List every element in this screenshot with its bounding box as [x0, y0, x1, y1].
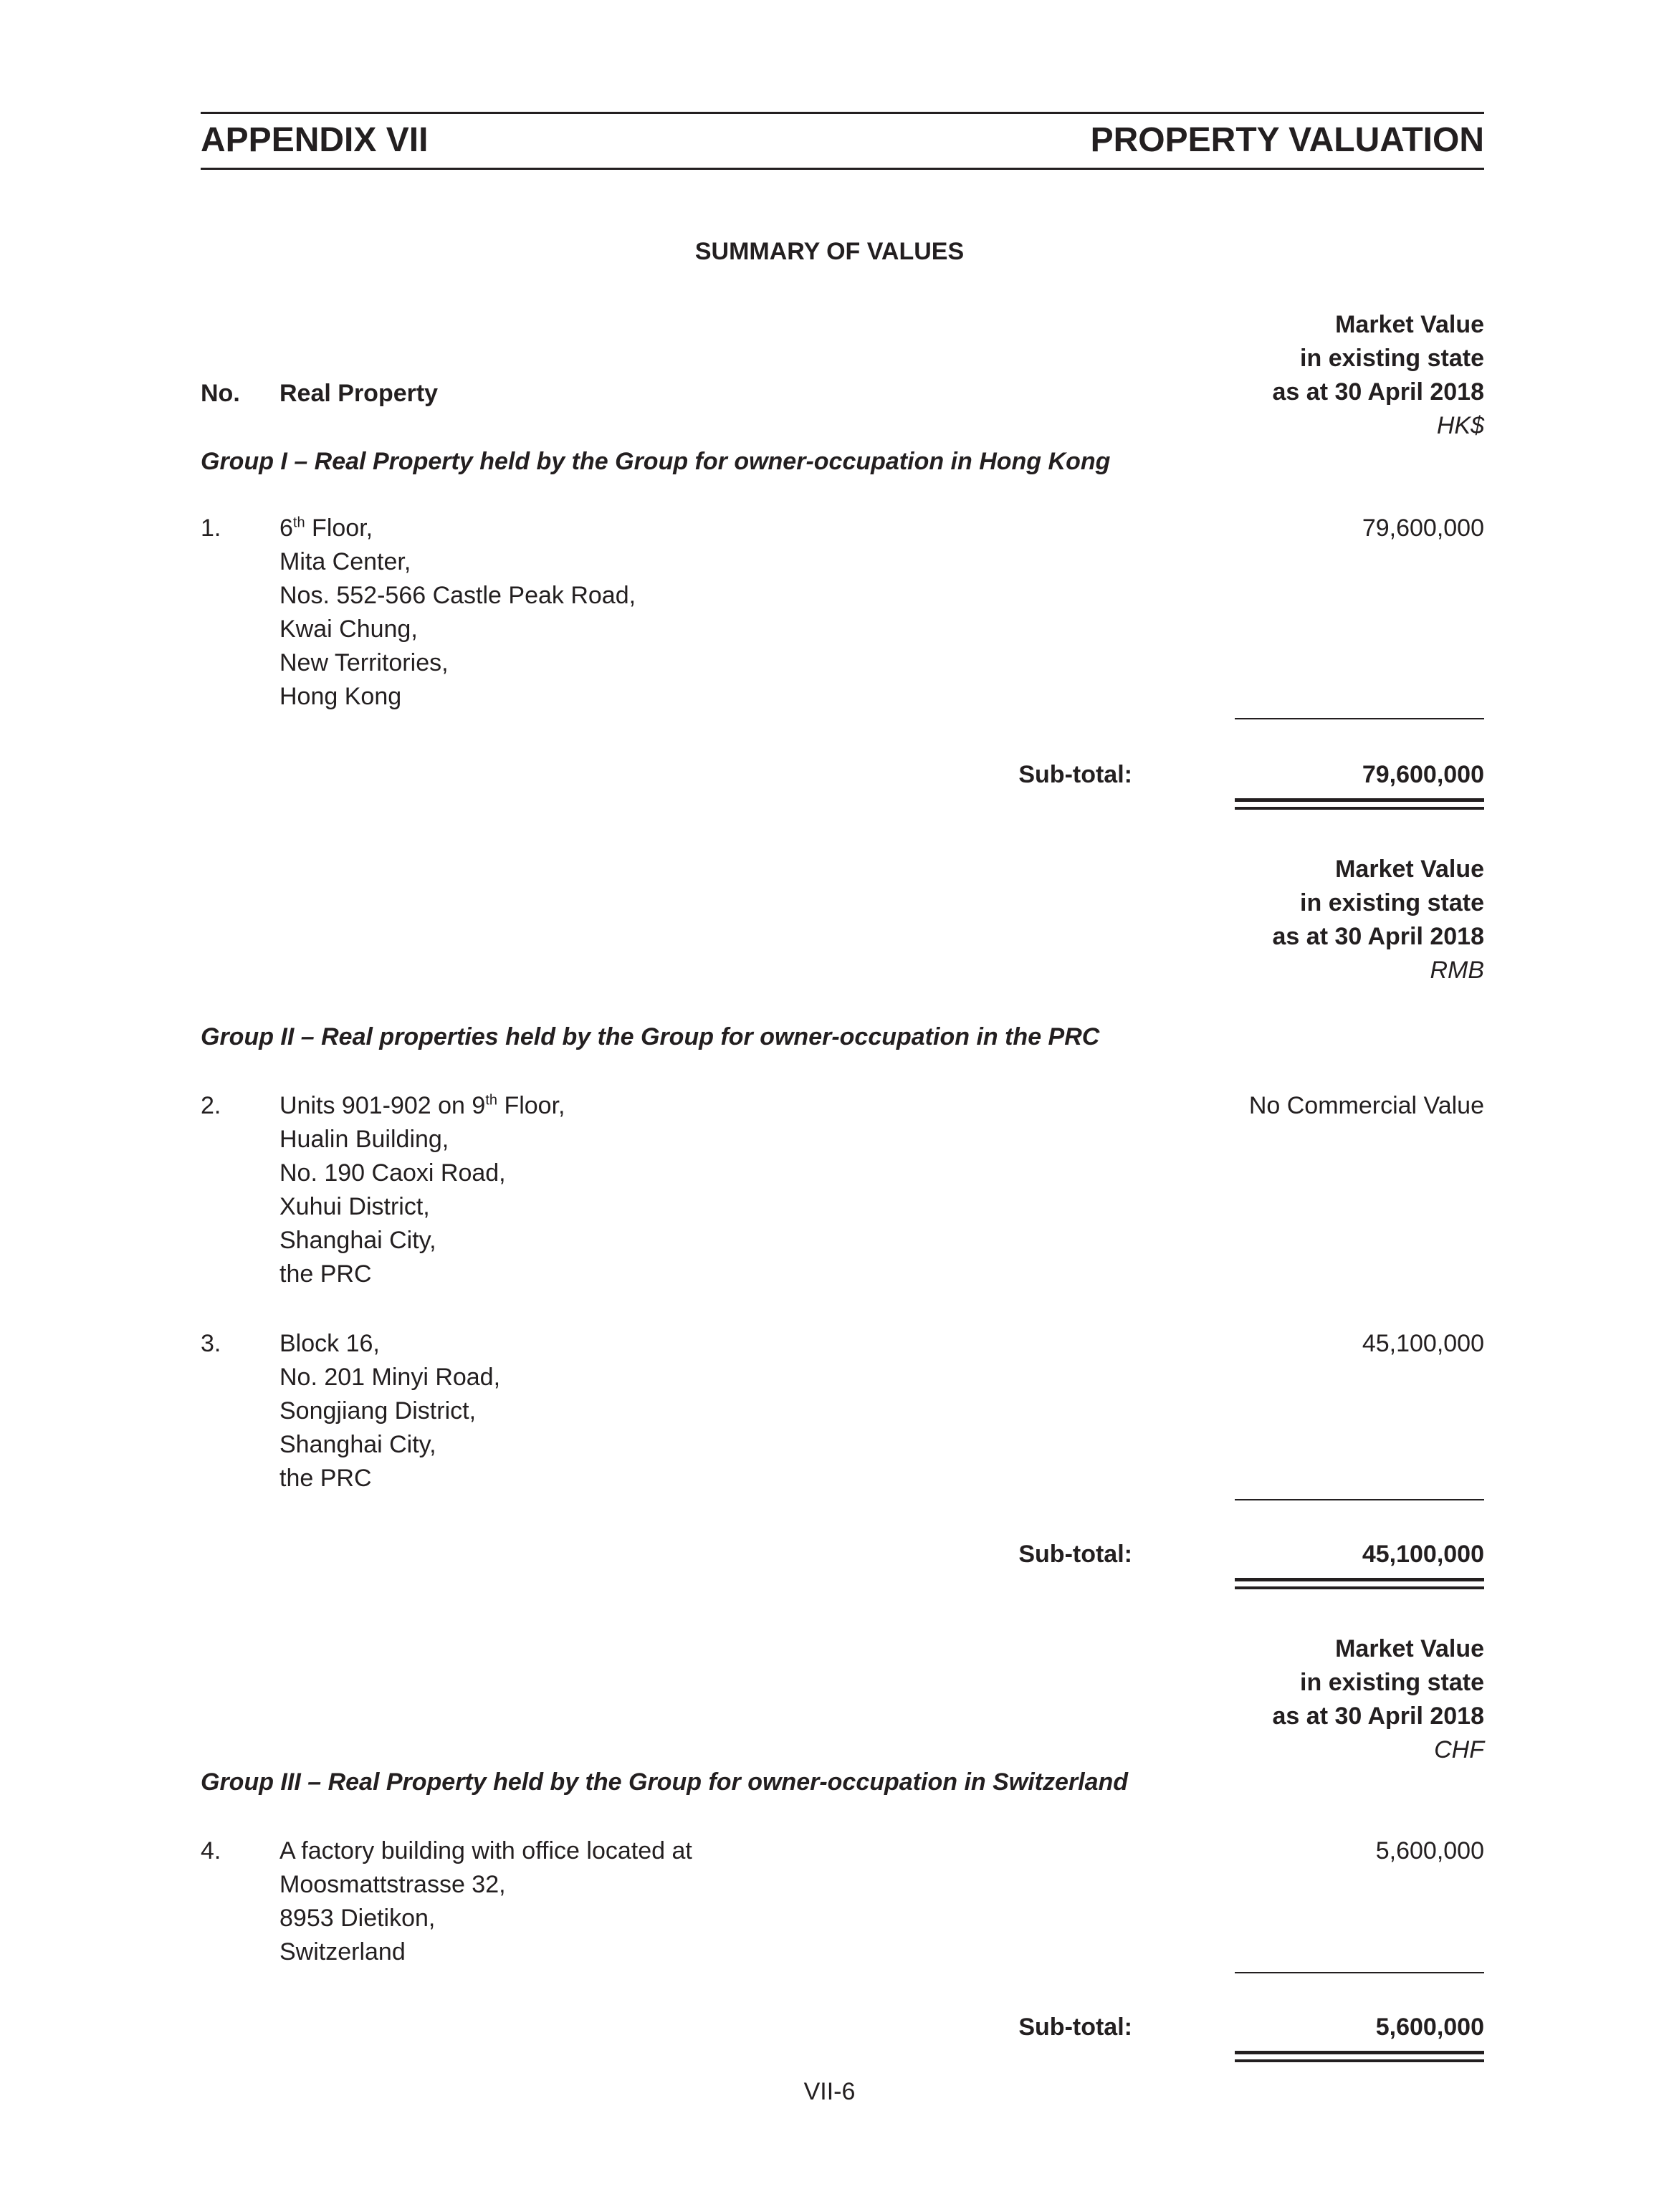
- header-top-rule: [201, 112, 1484, 114]
- item-number: 3.: [201, 1330, 221, 1357]
- subtotal-double-rule-2: [1235, 807, 1484, 810]
- item-address: [279, 512, 636, 714]
- currency-label: HK$: [1436, 412, 1484, 439]
- address-line: 8953 Dietikon,: [279, 1905, 436, 1932]
- section-title: PROPERTY VALUATION: [1090, 121, 1484, 159]
- value-heading-line: Market Value: [1335, 856, 1484, 883]
- address-line: Xuhui District,: [279, 1193, 430, 1220]
- address-line: Songjiang District,: [279, 1397, 477, 1425]
- group-2-title: Group II – Real properties held by the Group for owner-occupation in the PRC: [201, 1023, 1100, 1050]
- group-3-value-heading: [1054, 1632, 1484, 1767]
- value-heading-line: Market Value: [1335, 311, 1484, 338]
- address-line: Moosmattstrasse 32,: [279, 1871, 506, 1898]
- subtotal-top-rule: [1235, 718, 1484, 719]
- header-bottom-rule: [201, 168, 1484, 170]
- subtotal-double-rule-2: [1235, 2059, 1484, 2062]
- group-1-value-heading: [1054, 308, 1484, 443]
- currency-label: RMB: [1430, 957, 1484, 984]
- subtotal-value: 79,600,000: [1362, 761, 1484, 788]
- address-line: Block 16,: [279, 1330, 380, 1357]
- subtotal-label: Sub-total:: [1018, 761, 1132, 788]
- subtotal-label: Sub-total:: [1018, 2014, 1132, 2041]
- item-value: No Commercial Value: [1248, 1092, 1484, 1119]
- item-number: 2.: [201, 1092, 221, 1119]
- address-line: No. 190 Caoxi Road,: [279, 1159, 506, 1187]
- group-3-title: Group III – Real Property held by the Group for owner-occupation in Switzerland: [201, 1768, 1129, 1796]
- value-heading-line: as at 30 April 2018: [1272, 923, 1484, 950]
- item-address: [279, 1089, 565, 1291]
- subtotal-double-rule-2: [1235, 1586, 1484, 1589]
- appendix-label: APPENDIX VII: [201, 121, 429, 159]
- page-title: SUMMARY OF VALUES: [694, 238, 965, 265]
- item-number: 4.: [201, 1837, 221, 1864]
- address-text: Floor,: [305, 514, 373, 542]
- address-line: A factory building with office located at: [279, 1837, 692, 1864]
- subtotal-label: Sub-total:: [1018, 1541, 1132, 1568]
- item-number: 1.: [201, 514, 221, 542]
- item-value: 45,100,000: [1362, 1330, 1484, 1357]
- address-line: Mita Center,: [279, 548, 411, 575]
- item-value: 79,600,000: [1362, 514, 1484, 542]
- address-line: Switzerland: [279, 1938, 406, 1966]
- address-line: the PRC: [279, 1465, 372, 1492]
- value-heading-line: in existing state: [1300, 889, 1484, 916]
- subtotal-value: 5,600,000: [1375, 2014, 1484, 2041]
- address-line: Kwai Chung,: [279, 616, 418, 643]
- address-line: the PRC: [279, 1260, 372, 1288]
- address-line: Shanghai City,: [279, 1431, 436, 1458]
- value-heading-line: Market Value: [1335, 1635, 1484, 1662]
- superscript: th: [292, 514, 305, 531]
- address-text: Floor,: [497, 1092, 565, 1119]
- address-line: No. 201 Minyi Road,: [279, 1364, 501, 1391]
- group-2-value-heading: [1054, 853, 1484, 987]
- address-line: Shanghai City,: [279, 1227, 436, 1254]
- address-text: 6: [279, 514, 293, 542]
- address-line: [279, 1089, 565, 1123]
- subtotal-double-rule-1: [1235, 798, 1484, 802]
- address-line: Hong Kong: [279, 683, 402, 710]
- item-address: [279, 1834, 692, 1969]
- value-heading-line: as at 30 April 2018: [1272, 378, 1484, 406]
- column-real-property: Real Property: [279, 380, 439, 407]
- value-heading-line: in existing state: [1300, 1669, 1484, 1696]
- subtotal-double-rule-1: [1235, 1578, 1484, 1581]
- item-address: [279, 1327, 500, 1495]
- currency-label: CHF: [1434, 1736, 1484, 1763]
- subtotal-top-rule: [1235, 1972, 1484, 1973]
- subtotal-double-rule-1: [1235, 2051, 1484, 2054]
- column-no: No.: [201, 380, 240, 407]
- value-heading-line: as at 30 April 2018: [1272, 1703, 1484, 1730]
- subtotal-value: 45,100,000: [1362, 1541, 1484, 1568]
- address-text: Units 901-902 on 9: [279, 1092, 486, 1119]
- value-heading-line: in existing state: [1300, 345, 1484, 372]
- address-line: Nos. 552-566 Castle Peak Road,: [279, 582, 636, 609]
- page-number: VII-6: [803, 2078, 856, 2105]
- superscript: th: [485, 1092, 497, 1109]
- item-value: 5,600,000: [1375, 1837, 1484, 1864]
- address-line: Hualin Building,: [279, 1126, 449, 1153]
- subtotal-top-rule: [1235, 1499, 1484, 1500]
- address-line: New Territories,: [279, 649, 449, 676]
- address-line: [279, 512, 636, 545]
- group-1-title: Group I – Real Property held by the Group for owner-occupation in Hong Kong: [201, 448, 1111, 475]
